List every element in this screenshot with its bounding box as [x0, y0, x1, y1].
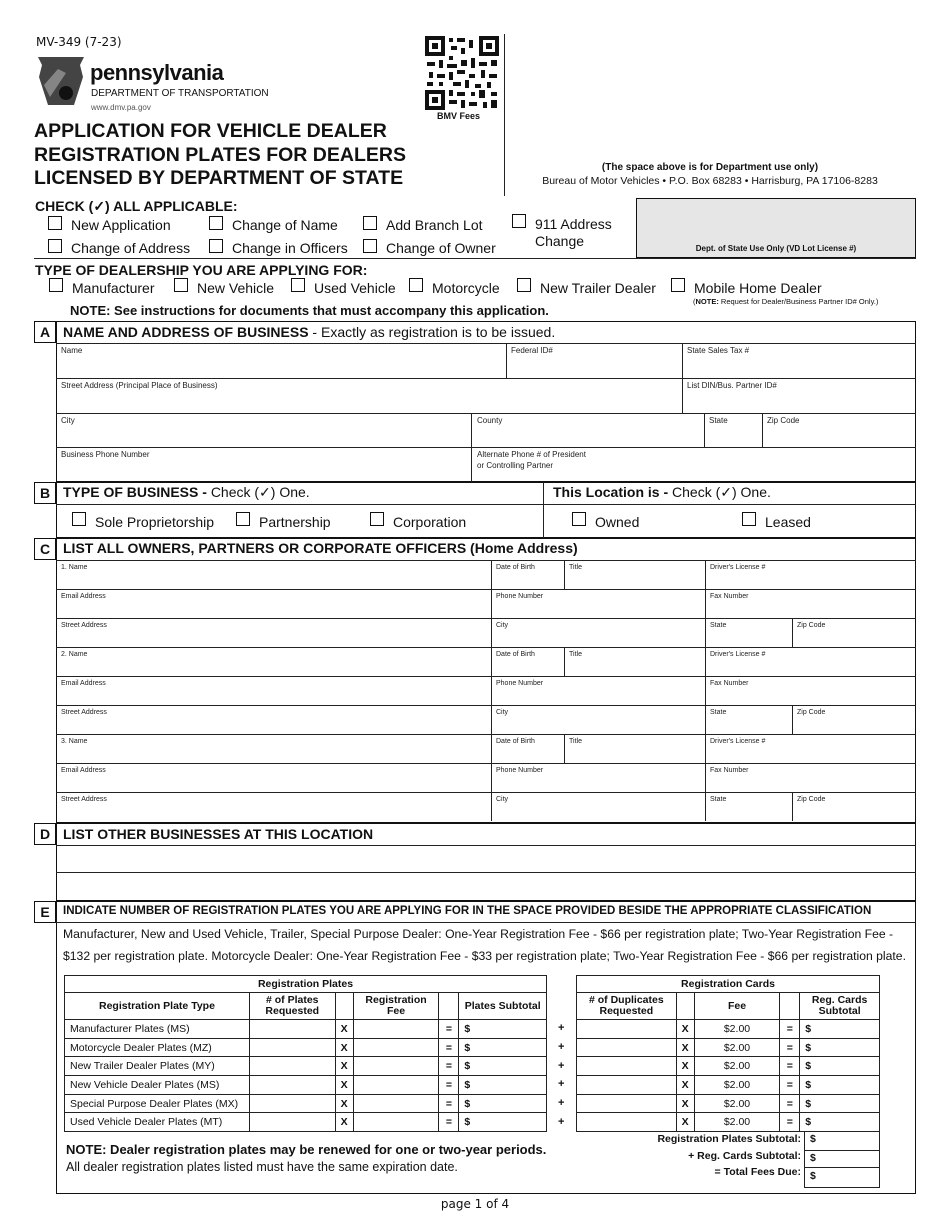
leased-label: Leased — [765, 514, 811, 530]
equals-sign: = — [439, 1020, 459, 1039]
qr-code[interactable] — [425, 36, 499, 110]
plate-row — [65, 1113, 547, 1132]
multiply-sign: X — [676, 1076, 694, 1095]
cards-subtotal-input[interactable]: $ — [800, 1038, 880, 1057]
section-e-letter: E — [34, 901, 56, 923]
multiply-sign: X — [335, 1094, 353, 1113]
card-fee-cell: $2.00 — [694, 1113, 780, 1132]
change-officers-label: Change in Officers — [232, 240, 348, 256]
business-zip-field[interactable]: Zip Code — [767, 416, 800, 425]
multiply-sign: X — [335, 1076, 353, 1095]
card-row — [577, 1076, 880, 1095]
reg-fee-input[interactable] — [353, 1076, 439, 1095]
federal-id-field[interactable]: Federal ID# — [511, 346, 553, 355]
plates-subtotal-input[interactable]: $ — [459, 1057, 547, 1076]
sole-proprietorship-checkbox[interactable] — [72, 512, 86, 526]
new-trailer-label: New Trailer Dealer — [540, 280, 656, 296]
plus-sign: + — [558, 1022, 565, 1034]
duplicates-input[interactable] — [577, 1020, 677, 1039]
check-all-heading: CHECK (✓) ALL APPLICABLE: — [35, 198, 238, 214]
business-state-field[interactable]: State — [709, 416, 728, 425]
dealership-heading: TYPE OF DEALERSHIP YOU ARE APPLYING FOR: — [35, 262, 368, 278]
equals-sign: = — [439, 1057, 459, 1076]
plates-requested-input[interactable] — [249, 1038, 335, 1057]
owner-1-license-field[interactable]: Driver's License # — [710, 564, 766, 571]
total-fees-field[interactable]: $ — [810, 1170, 816, 1182]
multiply-sign: X — [676, 1094, 694, 1113]
alt-phone-field[interactable]: Alternate Phone # of President — [477, 450, 586, 459]
plates-subtotal-field[interactable]: $ — [810, 1133, 816, 1145]
owner-2-title-field[interactable]: Title — [569, 651, 582, 658]
business-phone-field[interactable]: Business Phone Number — [61, 450, 150, 459]
owner-2-street-field[interactable]: Street Address — [61, 709, 107, 716]
partnership-label: Partnership — [259, 514, 331, 530]
section-a-letter: A — [34, 321, 56, 343]
equals-sign: = — [780, 1020, 800, 1039]
owner-3-fax-field[interactable]: Fax Number — [710, 767, 749, 774]
plate-type-cell: Special Purpose Dealer Plates (MX) — [65, 1094, 250, 1113]
change-owner-label: Change of Owner — [386, 240, 496, 256]
card-fee-cell: $2.00 — [694, 1057, 780, 1076]
duplicates-input[interactable] — [577, 1094, 677, 1113]
plates-subtotal-input[interactable]: $ — [459, 1094, 547, 1113]
reg-fee-input[interactable] — [353, 1057, 439, 1076]
add-branch-label: Add Branch Lot — [386, 217, 483, 233]
owned-label: Owned — [595, 514, 640, 530]
card-row — [577, 1094, 880, 1113]
change-address-checkbox[interactable] — [48, 239, 62, 253]
qr-caption: BMV Fees — [437, 111, 481, 121]
duplicates-input[interactable] — [577, 1113, 677, 1132]
new-application-label: New Application — [71, 217, 171, 233]
owner-1-city-field[interactable]: City — [496, 622, 509, 629]
plates-requested-input[interactable] — [249, 1020, 335, 1039]
equals-sign: = — [780, 1057, 800, 1076]
other-business-line-1[interactable] — [57, 846, 915, 872]
plates-subtotal-label: Registration Plates Subtotal: — [657, 1133, 801, 1145]
card-fee-cell: $2.00 — [694, 1020, 780, 1039]
cards-subtotal-input[interactable]: $ — [800, 1094, 880, 1113]
dept-space-note: (The space above is for Department use only) — [601, 162, 819, 173]
owner-2-fax-field[interactable]: Fax Number — [710, 680, 749, 687]
owned-checkbox[interactable] — [572, 512, 586, 526]
reg-fee-input[interactable] — [353, 1020, 439, 1039]
alt-phone-field-line2: or Controlling Partner — [477, 461, 554, 470]
duplicates-input[interactable] — [577, 1057, 677, 1076]
used-vehicle-label: Used Vehicle — [314, 280, 396, 296]
state-use-box — [636, 198, 916, 258]
owner-2-city-field[interactable]: City — [496, 709, 509, 716]
plates-requested-input[interactable] — [249, 1057, 335, 1076]
owner-3-state-field[interactable]: State — [710, 796, 727, 803]
plate-type-cell: New Vehicle Dealer Plates (MS) — [65, 1076, 250, 1095]
plate-type-cell: New Trailer Dealer Plates (MY) — [65, 1057, 250, 1076]
multiply-sign: X — [676, 1038, 694, 1057]
leased-checkbox[interactable] — [742, 512, 756, 526]
card-row — [577, 1038, 880, 1057]
cards-table-title: Registration Cards — [577, 976, 880, 993]
manufacturer-checkbox[interactable] — [49, 278, 63, 292]
cards-subtotal-input[interactable]: $ — [800, 1057, 880, 1076]
multiply-sign: X — [676, 1020, 694, 1039]
section-c-title: LIST ALL OWNERS, PARTNERS OR CORPORATE OFFICERS (Home Address) — [63, 540, 578, 556]
owner-1-state-field[interactable]: State — [710, 622, 727, 629]
col-plate-type: Registration Plate Type — [65, 993, 250, 1020]
section-b-letter: B — [34, 482, 56, 504]
card-row — [577, 1020, 880, 1039]
equals-sign: = — [439, 1038, 459, 1057]
page-number: page 1 of 4 — [440, 1197, 510, 1211]
mobile-home-label: Mobile Home Dealer — [694, 280, 822, 296]
owner-3-dob-field[interactable]: Date of Birth — [496, 738, 535, 745]
col-reg-fee: Registration Fee — [353, 993, 439, 1020]
logo-url: www.dmv.pa.gov — [91, 103, 151, 112]
address-911-change-label: Change — [535, 233, 585, 249]
address-911-label: 911 Address — [535, 216, 612, 232]
owner-1-title-field[interactable]: Title — [569, 564, 582, 571]
owner-3-zip-field[interactable]: Zip Code — [797, 796, 826, 803]
address-911-checkbox[interactable] — [512, 214, 526, 228]
owner-3-name-field[interactable]: 3. Name — [61, 738, 88, 745]
owner-1-fax-field[interactable]: Fax Number — [710, 593, 749, 600]
state-sales-tax-field[interactable]: State Sales Tax # — [687, 346, 750, 355]
state-use-label: Dept. of State Use Only (VD Lot License #) — [695, 244, 857, 253]
plus-sign: + — [558, 1040, 565, 1053]
section-a-title: NAME AND ADDRESS OF BUSINESS - Exactly as registration is to be issued. — [63, 324, 556, 340]
cards-subtotal-field[interactable]: $ — [810, 1152, 816, 1164]
plates-requested-input[interactable] — [249, 1113, 335, 1132]
card-row — [577, 1113, 880, 1132]
equals-sign: = — [439, 1076, 459, 1095]
plate-row — [65, 1038, 547, 1057]
col-card-fee: Fee — [694, 993, 780, 1020]
owner-2-license-field[interactable]: Driver's License # — [710, 651, 766, 658]
multiply-sign: X — [676, 1057, 694, 1076]
total-fees-label: = Total Fees Due: — [714, 1166, 801, 1178]
plate-type-cell: Motorcycle Dealer Plates (MZ) — [65, 1038, 250, 1057]
business-county-field[interactable]: County — [477, 416, 503, 425]
partner-id-note: (NOTE: Request for Dealer/Business Partner ID# Only.) — [693, 297, 879, 306]
plate-row — [65, 1094, 547, 1113]
duplicates-input[interactable] — [577, 1076, 677, 1095]
business-city-field[interactable]: City — [61, 416, 75, 425]
card-fee-cell: $2.00 — [694, 1076, 780, 1095]
plate-type-cell: Used Vehicle Dealer Plates (MT) — [65, 1113, 250, 1132]
instructions-note: NOTE: See instructions for documents that must accompany this application. — [70, 303, 549, 318]
change-officers-checkbox[interactable] — [209, 239, 223, 253]
card-row — [577, 1057, 880, 1076]
add-branch-checkbox[interactable] — [363, 216, 377, 230]
change-address-label: Change of Address — [71, 240, 191, 256]
logo-dept: DEPARTMENT OF TRANSPORTATION — [91, 88, 269, 99]
corporation-label: Corporation — [393, 514, 467, 530]
cards-subtotal-input[interactable]: $ — [800, 1113, 880, 1132]
new-trailer-checkbox[interactable] — [517, 278, 531, 292]
card-fee-cell: $2.00 — [694, 1094, 780, 1113]
renewal-note: NOTE: Dealer registration plates may be renewed for one or two-year periods. — [66, 1142, 547, 1157]
section-c-letter: C — [34, 538, 56, 560]
manufacturer-label: Manufacturer — [72, 280, 155, 296]
multiply-sign: X — [335, 1020, 353, 1039]
expiration-note: All dealer registration plates listed must have the same expiration date. — [66, 1160, 458, 1174]
plates-subtotal-input[interactable]: $ — [459, 1038, 547, 1057]
plate-row — [65, 1076, 547, 1095]
owner-3-email-field[interactable]: Email Address — [61, 767, 106, 774]
col-cards-subtotal: Reg. Cards Subtotal — [800, 993, 880, 1020]
multiply-sign: X — [676, 1113, 694, 1132]
form-id: MV-349 (7-23) — [36, 35, 122, 49]
section-d-letter: D — [34, 823, 56, 845]
plates-requested-input[interactable] — [249, 1094, 335, 1113]
equals-sign: = — [780, 1076, 800, 1095]
motorcycle-checkbox[interactable] — [409, 278, 423, 292]
plates-table-title: Registration Plates — [65, 976, 547, 993]
mailing-address: Bureau of Motor Vehicles • P.O. Box 68283 • Harrisburg, PA 17106-8283 — [542, 175, 878, 187]
owner-3-city-field[interactable]: City — [496, 796, 509, 803]
owner-3-title-field[interactable]: Title — [569, 738, 582, 745]
fees-line-2: $132 per registration plate. Motorcycle Dealer: One-Year Registration Fee - $33 per registration plate; Two-Year Registration Fee - $66 per registration plate. — [63, 949, 906, 963]
new-vehicle-label: New Vehicle — [197, 280, 275, 296]
plus-sign: + — [558, 1059, 565, 1072]
business-street-field[interactable]: Street Address (Principal Place of Business) — [61, 381, 218, 390]
mobile-home-checkbox[interactable] — [671, 278, 685, 292]
owner-2-zip-field[interactable]: Zip Code — [797, 709, 826, 716]
business-name-field[interactable]: Name — [61, 346, 83, 355]
partnership-checkbox[interactable] — [236, 512, 250, 526]
reg-fee-input[interactable] — [353, 1113, 439, 1132]
owner-1-email-field[interactable]: Email Address — [61, 593, 106, 600]
corporation-checkbox[interactable] — [370, 512, 384, 526]
new-vehicle-checkbox[interactable] — [174, 278, 188, 292]
location-title: This Location is - Check (✓) One. — [553, 484, 771, 500]
owner-1-dob-field[interactable]: Date of Birth — [496, 564, 535, 571]
col-plates-requested: # of Plates Requested — [249, 993, 335, 1020]
owner-3-phone-field[interactable]: Phone Number — [496, 767, 544, 774]
owner-2-state-field[interactable]: State — [710, 709, 727, 716]
owner-1-street-field[interactable]: Street Address — [61, 622, 107, 629]
multiply-sign: X — [335, 1038, 353, 1057]
change-name-checkbox[interactable] — [209, 216, 223, 230]
multiply-sign: X — [335, 1113, 353, 1132]
change-owner-checkbox[interactable] — [363, 239, 377, 253]
owner-3-street-field[interactable]: Street Address — [61, 796, 107, 803]
duplicates-input[interactable] — [577, 1038, 677, 1057]
owner-3-license-field[interactable]: Driver's License # — [710, 738, 766, 745]
plate-row — [65, 1057, 547, 1076]
section-d-title: LIST OTHER BUSINESSES AT THIS LOCATION — [63, 826, 374, 842]
plate-type-cell: Manufacturer Plates (MS) — [65, 1020, 250, 1039]
registration-plates-table — [64, 975, 547, 1132]
equals-sign: = — [780, 1113, 800, 1132]
equals-sign: = — [439, 1094, 459, 1113]
equals-sign: = — [780, 1038, 800, 1057]
owner-2-phone-field[interactable]: Phone Number — [496, 680, 544, 687]
plus-sign: + — [558, 1078, 565, 1091]
card-fee-cell: $2.00 — [694, 1038, 780, 1057]
equals-sign: = — [780, 1094, 800, 1113]
col-duplicates: # of Duplicates Requested — [577, 993, 677, 1020]
motorcycle-label: Motorcycle — [432, 280, 500, 296]
new-application-checkbox[interactable] — [48, 216, 62, 230]
reg-fee-input[interactable] — [353, 1038, 439, 1057]
change-name-label: Change of Name — [232, 217, 338, 233]
page-title: APPLICATION FOR VEHICLE DEALER REGISTRATION PLATES FOR DEALERS LICENSED BY DEPARTMENT OF STATE — [34, 120, 406, 189]
reg-fee-input[interactable] — [353, 1094, 439, 1113]
cards-subtotal-input[interactable]: $ — [800, 1020, 880, 1039]
equals-sign: = — [439, 1113, 459, 1132]
plates-subtotal-input[interactable]: $ — [459, 1020, 547, 1039]
plates-requested-input[interactable] — [249, 1076, 335, 1095]
col-plates-subtotal: Plates Subtotal — [459, 993, 547, 1020]
plate-row — [65, 1020, 547, 1039]
plus-sign: + — [558, 1097, 565, 1110]
owner-1-zip-field[interactable]: Zip Code — [797, 622, 826, 629]
keystone-logo — [36, 55, 86, 107]
cards-subtotal-input[interactable]: $ — [800, 1076, 880, 1095]
owner-2-email-field[interactable]: Email Address — [61, 680, 106, 687]
section-b-title: TYPE OF BUSINESS - Check (✓) One. — [63, 484, 310, 500]
section-e-title: INDICATE NUMBER OF REGISTRATION PLATES YOU ARE APPLYING FOR IN THE SPACE PROVIDED BESIDE THE APPROPRIATE CLASSIFICATION — [63, 905, 872, 917]
plates-subtotal-input[interactable]: $ — [459, 1076, 547, 1095]
plates-subtotal-input[interactable]: $ — [459, 1113, 547, 1132]
used-vehicle-checkbox[interactable] — [291, 278, 305, 292]
section-c — [56, 538, 916, 823]
other-business-line-2[interactable] — [57, 873, 915, 900]
registration-cards-table — [576, 975, 880, 1132]
owner-2-name-field[interactable]: 2. Name — [61, 651, 88, 658]
owner-2-dob-field[interactable]: Date of Birth — [496, 651, 535, 658]
plus-sign: + — [558, 1116, 565, 1128]
sole-proprietorship-label: Sole Proprietorship — [95, 514, 215, 530]
owner-1-phone-field[interactable]: Phone Number — [496, 593, 544, 600]
fees-line-1: Manufacturer, New and Used Vehicle, Trailer, Special Purpose Dealer: One-Year Registration Fee - $66 per registration plate; Two-Year Registration Fee - — [63, 927, 894, 941]
multiply-sign: X — [335, 1057, 353, 1076]
owner-1-name-field[interactable]: 1. Name — [61, 564, 88, 571]
din-partner-id-field[interactable]: List DIN/Bus. Partner ID# — [687, 381, 777, 390]
cards-subtotal-label: + Reg. Cards Subtotal: — [688, 1150, 801, 1162]
logo-name: pennsylvania — [90, 60, 224, 85]
